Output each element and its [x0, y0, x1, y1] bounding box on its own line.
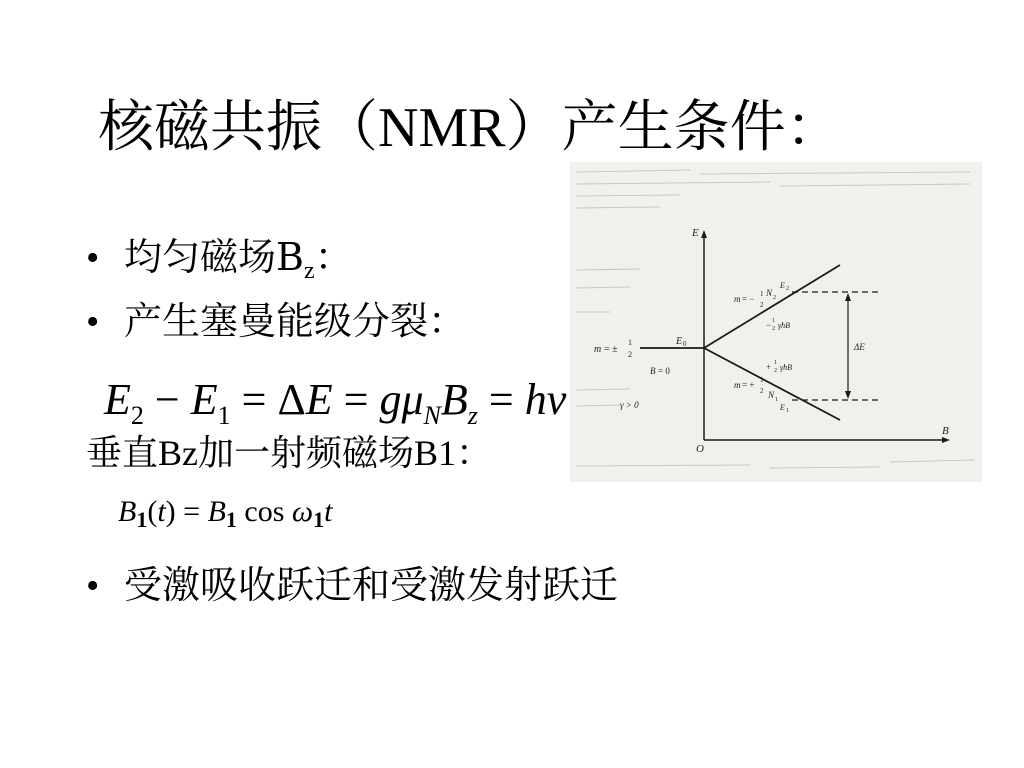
eq-subscript: 1	[136, 507, 148, 532]
e-axis-arrow	[701, 230, 707, 238]
delta-e-arrow-up	[845, 293, 851, 301]
b-axis-arrow	[942, 437, 950, 443]
bullet1-colon: ：	[314, 235, 353, 279]
delta-e-label: ΔE	[854, 342, 865, 352]
slide-title	[98, 92, 842, 164]
upper-half-num: 1	[760, 290, 764, 298]
bz-zero-label: B	[650, 366, 656, 376]
rf-text: ：	[456, 433, 493, 474]
plus-half-num: 1	[774, 360, 777, 366]
n2-sub: 2	[773, 295, 776, 301]
axes	[704, 234, 946, 440]
eq-operator: −	[154, 375, 180, 424]
minus-gamma-term: γħB	[778, 321, 791, 330]
eq-subscript: 1	[217, 401, 231, 430]
n2-label: N	[766, 288, 773, 298]
title-suffix: ）产生条件：	[505, 95, 842, 160]
eq-subscript: 2	[130, 401, 144, 430]
b-axis-label: B	[942, 425, 949, 437]
n1-label: N	[768, 390, 775, 400]
eq-symbol: B	[118, 495, 137, 528]
e0-sub: 0	[683, 340, 687, 348]
origin-label: O	[696, 443, 704, 455]
scan-texture	[576, 170, 974, 468]
eq-symbol: B	[207, 495, 226, 528]
minus-gamma-label: −	[766, 320, 772, 330]
eq-operator: =	[488, 375, 514, 424]
title-prefix: 核磁共振（	[98, 95, 378, 160]
upper-m-value: = −	[742, 294, 755, 304]
eq-delta: Δ	[277, 375, 306, 424]
e0-label: E	[676, 336, 683, 347]
lower-m-label: m	[734, 380, 741, 390]
gamma-positive: γ > 0	[620, 400, 639, 410]
mi-half-den: 2	[628, 350, 632, 359]
bullet-dot: •	[86, 565, 100, 607]
plus-gamma-term: γħB	[780, 363, 793, 372]
bullet1-text: 均匀磁场B	[124, 235, 304, 279]
rf-text: Bz	[158, 433, 199, 473]
bullet-dot: •	[86, 237, 100, 279]
eq-symbol: ν	[546, 375, 567, 424]
e2-label: E	[780, 281, 785, 290]
eq-symbol: t	[324, 495, 333, 528]
plus-gamma-label: +	[766, 362, 772, 372]
e2-sub: 2	[786, 286, 789, 292]
eq-operator: =	[241, 375, 267, 424]
e1-label: E	[780, 403, 785, 412]
zeeman-diagram	[570, 162, 982, 482]
eq-symbol: E	[104, 375, 131, 424]
mi-label: m	[594, 344, 602, 355]
eq-symbol: h	[524, 375, 547, 424]
eq-paren: )	[165, 495, 176, 528]
bullet1-subscript: z	[303, 258, 315, 284]
eq-symbol: t	[157, 495, 166, 528]
rf-text: B1	[414, 433, 457, 473]
rf-text: 垂直	[86, 433, 159, 474]
bullet-uniform-field	[86, 232, 353, 296]
rf-equation	[118, 492, 332, 540]
e-axis-label: E	[692, 227, 699, 239]
zeeman-diagram-image	[570, 162, 982, 482]
lower-m-value: = +	[742, 380, 755, 390]
bullet-zeeman-splitting	[86, 296, 466, 347]
rf-text: 加一射频磁场	[198, 433, 415, 474]
eq-operator: =	[343, 375, 369, 424]
eq-symbol: B	[440, 375, 468, 424]
mi-half-num: 1	[628, 338, 632, 347]
bz-zero-rest: = 0	[658, 366, 670, 376]
eq-operator: =	[183, 495, 201, 528]
n1-sub: 1	[775, 397, 778, 403]
delta-e-arrow-down	[845, 391, 851, 399]
eq-symbol: g	[379, 375, 402, 424]
bullet2-text: 产生塞曼能级分裂：	[124, 299, 467, 343]
bullet-dot: •	[86, 301, 100, 343]
lower-half-den: 2	[760, 387, 764, 395]
eq-symbol: E	[190, 375, 218, 424]
energy-levels	[640, 265, 840, 420]
plus-half-den: 2	[774, 368, 777, 374]
bullet3-text: 受激吸收跃迁和受激发射跃迁	[124, 563, 619, 607]
upper-m-label: m	[734, 294, 741, 304]
eq-subscript: 1	[225, 507, 237, 532]
title-abbr: NMR	[378, 97, 506, 159]
upper-half-den: 2	[760, 301, 764, 309]
mi-value: = ±	[604, 344, 618, 355]
eq-function: cos	[244, 495, 285, 528]
eq-subscript: N	[423, 401, 441, 430]
e1-sub: 1	[786, 408, 789, 414]
rf-field-line	[86, 428, 492, 479]
minus-half-den: 2	[772, 326, 775, 332]
eq-symbol: ω	[291, 495, 314, 528]
level-guides	[792, 292, 880, 400]
eq-subscript: 1	[313, 507, 325, 532]
eq-paren: (	[147, 495, 158, 528]
eq-symbol: μ	[401, 375, 424, 424]
minus-half-num: 1	[772, 318, 775, 324]
eq-subscript: z	[467, 401, 478, 430]
eq-symbol: E	[305, 375, 333, 424]
bullet-transitions	[86, 560, 618, 611]
lower-half-num: 1	[760, 376, 764, 384]
